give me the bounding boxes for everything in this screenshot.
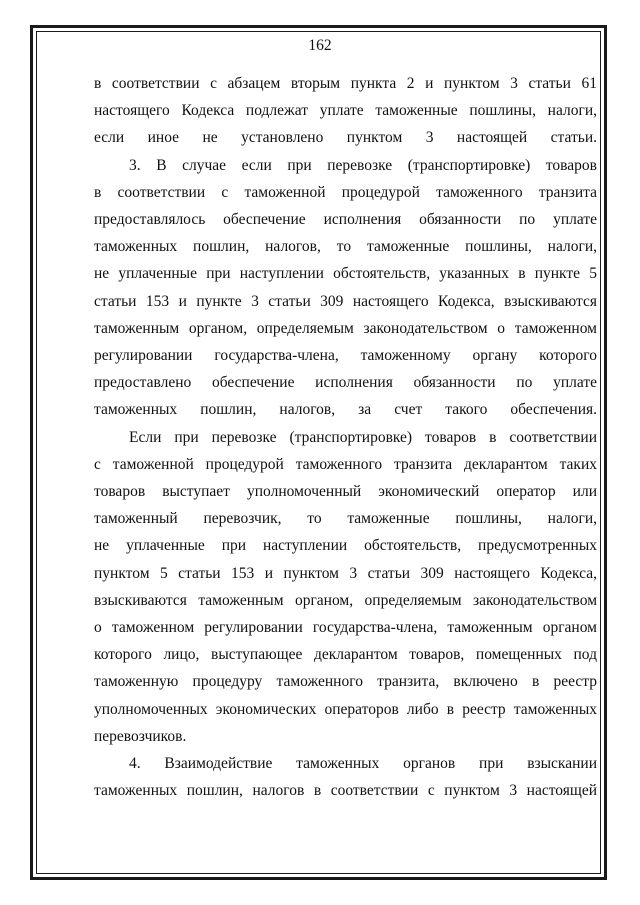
paragraph-2 xyxy=(94,152,597,424)
text-line: таможенный перевозчик, то таможенные пошлины, налоги, xyxy=(94,510,597,528)
text-line: уполномоченных экономических операторов либо в реестр таможенных xyxy=(94,700,597,718)
paragraph-4 xyxy=(94,750,597,804)
paragraph-1 xyxy=(94,70,597,152)
text-line: таможенным органом, определяемым законодательством о таможенном xyxy=(94,319,597,337)
text-line: таможенных пошлин, налогов в соответствии с пунктом 3 настоящей xyxy=(94,782,597,800)
text-line: не уплаченные при наступлении обстоятельств, указанных в пункте 5 xyxy=(94,265,597,283)
text-line: не уплаченные при наступлении обстоятельств, предусмотренных xyxy=(94,537,597,555)
document-body xyxy=(94,70,597,804)
text-line: взыскиваются таможенным органом, определяемым законодательством xyxy=(94,591,597,609)
text-line: пунктом 5 статьи 153 и пунктом 3 статьи 309 настоящего Кодекса, xyxy=(94,564,597,582)
text-line: 3. В случае если при перевозке (транспортировке) товаров xyxy=(129,156,597,174)
text-line: о таможенном регулировании государства-члена, таможенным органом xyxy=(94,619,597,637)
text-line: перевозчиков. xyxy=(94,727,187,745)
text-line: которого лицо, выступающее декларантом товаров, помещенных под xyxy=(94,646,597,664)
text-line: если иное не установлено пунктом 3 настоящей статьи. xyxy=(94,129,597,147)
text-line: регулировании государства-члена, таможенному органу которого xyxy=(94,347,597,365)
text-line: предоставлялось обеспечение исполнения обязанности по уплате xyxy=(94,211,597,229)
text-line: таможенную процедуру таможенного транзита, включено в реестр xyxy=(94,673,597,691)
text-line: таможенных пошлин, налогов, то таможенные пошлины, налоги, xyxy=(94,238,597,256)
text-line: таможенных пошлин, налогов, за счет такого обеспечения. xyxy=(94,401,597,419)
paragraph-3 xyxy=(94,424,597,750)
page-number: 162 xyxy=(308,37,332,54)
text-line: статьи 153 и пункте 3 статьи 309 настоящего Кодекса, взыскиваются xyxy=(94,292,597,310)
text-line: с таможенной процедурой таможенного транзита декларантом таких xyxy=(94,455,597,473)
text-line: Если при перевозке (транспортировке) товаров в соответствии xyxy=(129,428,597,446)
text-line: в соответствии с абзацем вторым пункта 2 и пунктом 3 статьи 61 xyxy=(94,75,597,92)
text-line: 4. Взаимодействие таможенных органов при взыскании xyxy=(129,755,597,773)
text-line: предоставлено обеспечение исполнения обязанности по уплате xyxy=(94,374,597,392)
text-line: в соответствии с таможенной процедурой таможенного транзита xyxy=(94,183,597,201)
text-line: товаров выступает уполномоченный экономический оператор или xyxy=(94,483,597,501)
text-line: настоящего Кодекса подлежат уплате таможенные пошлины, налоги, xyxy=(94,102,597,120)
